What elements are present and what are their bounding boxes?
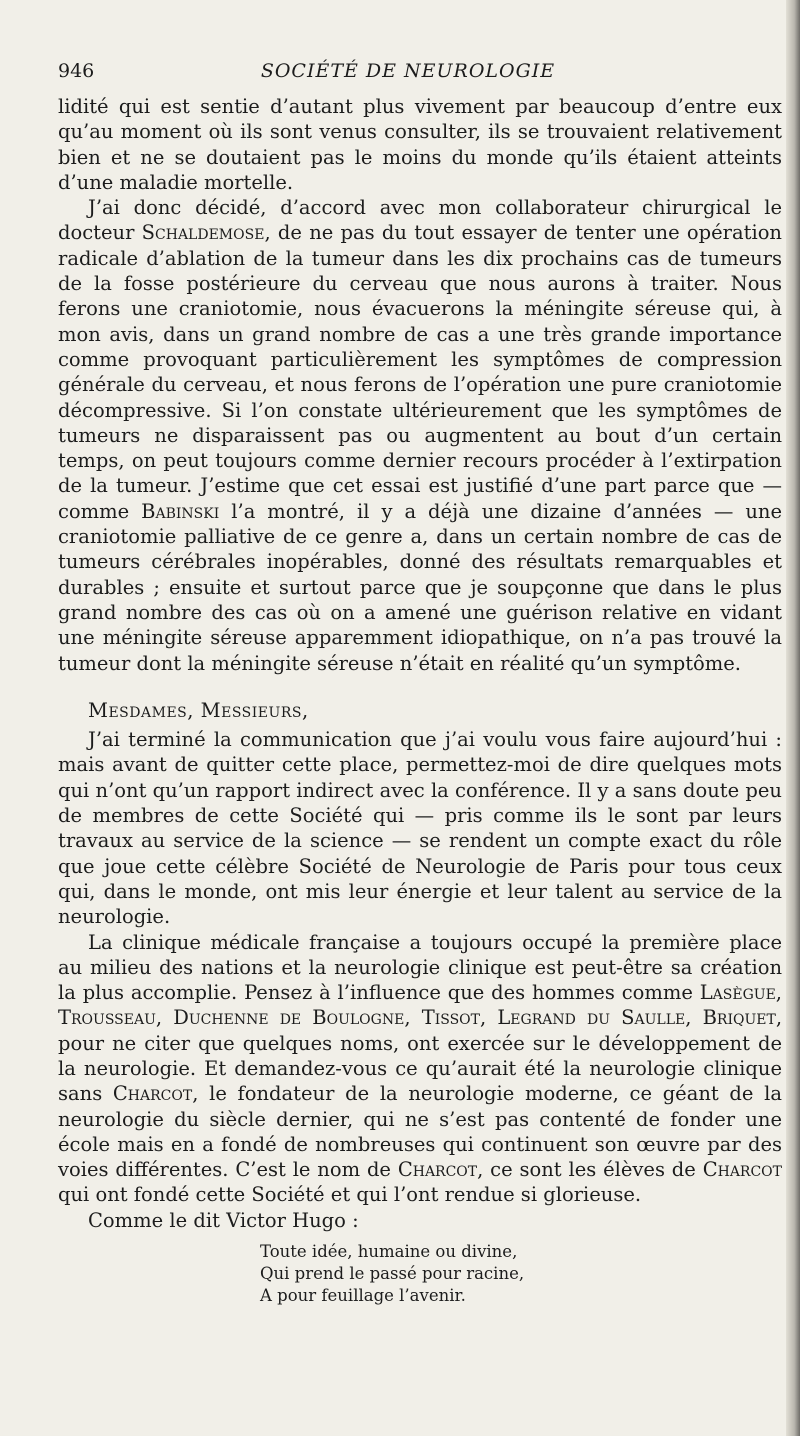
paragraph-2-text-c: l’a montré, il y a déjà une dizaine d’années — une craniotomie palliative de ce genre a, dans un certain nombre de cas de tumeurs cérébrales inopérables, donné des résultats remarquables et durables ; ensuite et surtout parce que je soupçonne que dans le plus grand nombre des cas où on a amené une guérison relative en vidant une méningite séreuse apparemment idiopathique, on n’a pas trouvé la tumeur dont la méningite séreuse n’était en réalité qu’un symptôme. <box>58 499 782 675</box>
paragraph-2-text-a: J’ai donc décidé, d’accord avec mon collaborateur chirurgical le docteur <box>58 196 782 245</box>
separator: , <box>155 1006 174 1030</box>
name-lasegue: Lasègue <box>699 981 776 1005</box>
separator: , <box>479 1006 498 1030</box>
paragraph-1: lidité qui est sentie d’autant plus vivement par beaucoup d’entre eux qu’au moment où ils sont venus consulter, ils se trouvaient relativement bien et ne se doutaient pas le moins du monde qu’ils étaient atteints d’une maladie mortelle. <box>58 95 782 194</box>
paragraph-4-text-a: La clinique médicale française a toujours occupé la première place au milieu des nations et la neurologie clinique est peut-être sa création la plus accomplie. Pensez à l’influence que des hommes comme <box>58 930 782 1005</box>
name-schaldemose: Schaldemose <box>141 221 265 245</box>
separator: , <box>775 981 782 1005</box>
name-charcot: Charcot <box>112 1082 193 1106</box>
paragraph-2 <box>58 195 782 676</box>
name-charcot: Charcot <box>702 1158 782 1182</box>
paragraph-4-text-e: qui ont fondé cette Société et qui l’ont rendue si glorieuse. <box>58 1183 642 1207</box>
paragraph-4-text-d: , ce sont les élèves de <box>477 1158 703 1182</box>
page-body <box>58 94 782 1307</box>
name-duchenne: Duchenne de Boulogne <box>173 1006 405 1030</box>
paragraph-2-text-b: , de ne pas du tout essayer de tenter une opération radicale d’ablation de la tumeur dans les dix prochains cas de tumeurs de la fosse postérieure du cerveau que nous aurons à traiter. Nous ferons une craniotomie, nous évacuerons la méningite séreuse qui, à mon avis, dans un grand nombre de cas a une très grande importance comme provoquant particulièrement les symptômes de compression générale du cerveau, et nous ferons de l’opération une pure craniotomie décompressive. Si l’on constate ultérieurement que les symptômes de tumeurs ne disparaissent pas ou augmentent au bout d’un certain temps, on peut toujours comme dernier recours procéder à l’extirpation de la tumeur. J’estime que cet essai est justifié d’une part parce que — comme <box>58 221 782 523</box>
paragraph-4 <box>58 930 782 1208</box>
name-trousseau: Trousseau <box>58 1006 156 1030</box>
name-briquet: Briquet <box>702 1006 776 1030</box>
name-tissot: Tissot <box>421 1006 480 1030</box>
separator: , <box>685 1006 703 1030</box>
paragraph-3: J’ai terminé la communication que j’ai voulu vous faire aujourd’hui : mais avant de quitter cette place, permettez-moi de dire quelques mots qui n’ont qu’un rapport indirect avec la conférence. Il y a sans doute peu de membres de cette Société qui — pris comme ils le sont par leurs travaux au service de la science — se rendent un compte exact du rôle que joue cette célèbre Société de Neurologie de Paris pour tous ceux qui, dans le monde, ont mis leur énergie et leur talent au service de la neurologie. <box>58 728 782 929</box>
poem-line: Toute idée, humaine ou divine, <box>260 1242 518 1262</box>
name-babinski: Babinski <box>141 499 220 523</box>
paragraph-5: Comme le dit Victor Hugo : <box>88 1208 359 1232</box>
page-edge-shadow <box>786 0 800 1436</box>
page-number: 946 <box>58 60 95 82</box>
paragraph-4-text-b: , pour ne citer que quelques noms, ont exercée sur le développement de la neurologie. Et demandez-vous ce qu’aurait été la neurologie clinique sans <box>58 1006 783 1106</box>
running-title: SOCIÉTÉ DE NEUROLOGIE <box>260 60 556 82</box>
name-charcot: Charcot <box>397 1158 478 1182</box>
salutation: Mesdames, Messieurs, <box>88 698 309 722</box>
page-header <box>58 60 758 86</box>
poem-line: A pour feuillage l’avenir. <box>260 1286 466 1306</box>
poem-line: Qui prend le passé pour racine, <box>260 1264 525 1284</box>
poem-quote <box>58 1241 782 1307</box>
separator: , <box>404 1006 422 1030</box>
name-legrand-du-saulle: Legrand du Saulle <box>497 1006 686 1030</box>
paragraph-4-text-c: , le fondateur de la neurologie moderne, ce géant de la neurologie du siècle dernier, qui ne s’est pas contenté de fonder une école mais en a fondé de nombreuses qui continuent son œuvre par des voies différentes. C’est le nom de <box>58 1082 782 1182</box>
